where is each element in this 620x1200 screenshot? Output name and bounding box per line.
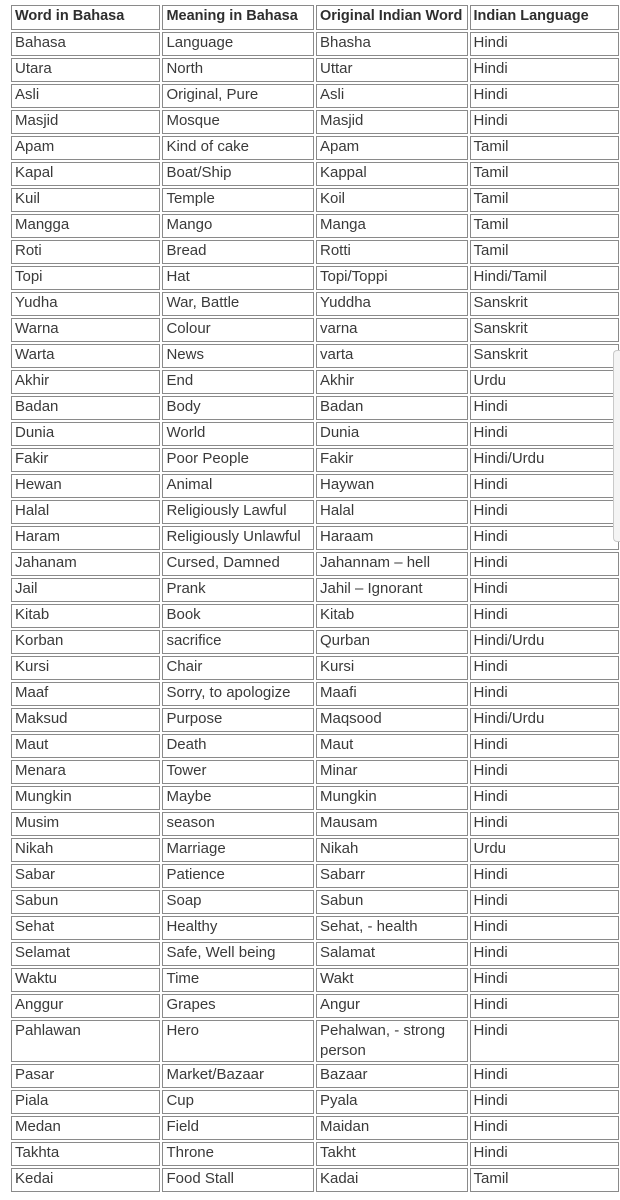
- table-row: [11, 890, 619, 914]
- original-indian-word-cell: Sehat, - health: [316, 916, 468, 940]
- word-in-bahasa-cell: Asli: [11, 84, 160, 108]
- word-in-bahasa-cell: Anggur: [11, 994, 160, 1018]
- original-indian-word-cell: Manga: [316, 214, 468, 238]
- word-in-bahasa-cell: Fakir: [11, 448, 160, 472]
- table-row: [11, 214, 619, 238]
- word-in-bahasa-cell: Badan: [11, 396, 160, 420]
- indian-language-cell: Sanskrit: [470, 344, 620, 368]
- table-row: [11, 578, 619, 602]
- word-in-bahasa-cell: Kedai: [11, 1168, 160, 1192]
- original-indian-word-cell: Kitab: [316, 604, 468, 628]
- meaning-in-bahasa-cell: End: [162, 370, 314, 394]
- original-indian-word-cell: Qurban: [316, 630, 468, 654]
- meaning-in-bahasa-cell: Kind of cake: [162, 136, 314, 160]
- table-row: [11, 396, 619, 420]
- meaning-in-bahasa-cell: Death: [162, 734, 314, 758]
- meaning-in-bahasa-cell: Colour: [162, 318, 314, 342]
- meaning-in-bahasa-cell: Maybe: [162, 786, 314, 810]
- table-row: [11, 162, 619, 186]
- scroll-edge-handle[interactable]: [613, 350, 620, 542]
- word-in-bahasa-cell: Mangga: [11, 214, 160, 238]
- original-indian-word-cell: Yuddha: [316, 292, 468, 316]
- word-in-bahasa-cell: Hewan: [11, 474, 160, 498]
- meaning-in-bahasa-cell: Hat: [162, 266, 314, 290]
- word-table-container: [9, 3, 620, 1194]
- original-indian-word-cell: Minar: [316, 760, 468, 784]
- table-row: [11, 110, 619, 134]
- indian-language-cell: Tamil: [470, 214, 620, 238]
- indian-language-cell: Hindi: [470, 1020, 620, 1062]
- table-row: [11, 968, 619, 992]
- word-in-bahasa-cell: Musim: [11, 812, 160, 836]
- meaning-in-bahasa-cell: Soap: [162, 890, 314, 914]
- original-indian-word-cell: Takht: [316, 1142, 468, 1166]
- word-in-bahasa-cell: Warna: [11, 318, 160, 342]
- word-in-bahasa-cell: Pahlawan: [11, 1020, 160, 1062]
- indian-language-cell: Hindi: [470, 578, 620, 602]
- table-row: [11, 916, 619, 940]
- original-indian-word-cell: Rotti: [316, 240, 468, 264]
- word-in-bahasa-cell: Kitab: [11, 604, 160, 628]
- table-row: [11, 1090, 619, 1114]
- word-in-bahasa-cell: Menara: [11, 760, 160, 784]
- indian-language-cell: Hindi: [470, 474, 620, 498]
- indian-language-cell: Hindi: [470, 32, 620, 56]
- original-indian-word-cell: Pyala: [316, 1090, 468, 1114]
- meaning-in-bahasa-cell: Original, Pure: [162, 84, 314, 108]
- table-row: [11, 318, 619, 342]
- meaning-in-bahasa-cell: Bread: [162, 240, 314, 264]
- indian-language-cell: Tamil: [470, 136, 620, 160]
- word-in-bahasa-cell: Roti: [11, 240, 160, 264]
- word-in-bahasa-cell: Piala: [11, 1090, 160, 1114]
- meaning-in-bahasa-cell: Grapes: [162, 994, 314, 1018]
- original-indian-word-cell: Sabun: [316, 890, 468, 914]
- table-row: [11, 734, 619, 758]
- meaning-in-bahasa-cell: Tower: [162, 760, 314, 784]
- word-in-bahasa-cell: Apam: [11, 136, 160, 160]
- meaning-in-bahasa-cell: Boat/Ship: [162, 162, 314, 186]
- original-indian-word-cell: Maqsood: [316, 708, 468, 732]
- indian-language-cell: Tamil: [470, 1168, 620, 1192]
- word-in-bahasa-cell: Bahasa: [11, 32, 160, 56]
- original-indian-word-cell: Nikah: [316, 838, 468, 862]
- word-in-bahasa-cell: Korban: [11, 630, 160, 654]
- table-row: [11, 1020, 619, 1062]
- table-row: [11, 370, 619, 394]
- word-in-bahasa-cell: Halal: [11, 500, 160, 524]
- word-in-bahasa-cell: Jahanam: [11, 552, 160, 576]
- table-row: [11, 630, 619, 654]
- original-indian-word-cell: varna: [316, 318, 468, 342]
- indian-language-cell: Hindi: [470, 864, 620, 888]
- table-row: [11, 266, 619, 290]
- original-indian-word-cell: Asli: [316, 84, 468, 108]
- word-in-bahasa-cell: Sabar: [11, 864, 160, 888]
- indian-language-cell: Hindi: [470, 422, 620, 446]
- table-row: [11, 656, 619, 680]
- table-row: [11, 708, 619, 732]
- indian-language-cell: Urdu: [470, 838, 620, 862]
- meaning-in-bahasa-cell: Body: [162, 396, 314, 420]
- table-row: [11, 552, 619, 576]
- indian-language-cell: Hindi: [470, 58, 620, 82]
- indian-language-cell: Hindi: [470, 734, 620, 758]
- original-indian-word-cell: varta: [316, 344, 468, 368]
- meaning-in-bahasa-cell: Hero: [162, 1020, 314, 1062]
- word-in-bahasa-cell: Yudha: [11, 292, 160, 316]
- meaning-in-bahasa-cell: Marriage: [162, 838, 314, 862]
- table-row: [11, 58, 619, 82]
- original-indian-word-cell: Bazaar: [316, 1064, 468, 1088]
- table-row: [11, 500, 619, 524]
- meaning-in-bahasa-cell: Religiously Lawful: [162, 500, 314, 524]
- indian-language-cell: Hindi: [470, 1142, 620, 1166]
- meaning-in-bahasa-cell: Book: [162, 604, 314, 628]
- indian-language-cell: Tamil: [470, 240, 620, 264]
- indian-language-cell: Hindi/Urdu: [470, 448, 620, 472]
- original-indian-word-cell: Akhir: [316, 370, 468, 394]
- meaning-in-bahasa-cell: Temple: [162, 188, 314, 212]
- meaning-in-bahasa-cell: Healthy: [162, 916, 314, 940]
- table-row: [11, 526, 619, 550]
- meaning-in-bahasa-cell: Market/Bazaar: [162, 1064, 314, 1088]
- original-indian-word-cell: Halal: [316, 500, 468, 524]
- indian-language-cell: Hindi/Tamil: [470, 266, 620, 290]
- word-in-bahasa-cell: Selamat: [11, 942, 160, 966]
- original-indian-word-cell: Haywan: [316, 474, 468, 498]
- meaning-in-bahasa-cell: Religiously Unlawful: [162, 526, 314, 550]
- meaning-in-bahasa-cell: Poor People: [162, 448, 314, 472]
- original-indian-word-cell: Angur: [316, 994, 468, 1018]
- table-row: [11, 1168, 619, 1192]
- original-indian-word-cell: Jahil – Ignorant: [316, 578, 468, 602]
- original-indian-word-cell: Kadai: [316, 1168, 468, 1192]
- original-indian-word-cell: Salamat: [316, 942, 468, 966]
- table-header-row: [11, 5, 619, 30]
- original-indian-word-cell: Apam: [316, 136, 468, 160]
- meaning-in-bahasa-cell: Animal: [162, 474, 314, 498]
- original-indian-word-cell: Kursi: [316, 656, 468, 680]
- bahasa-indian-words-table: [9, 3, 620, 1194]
- indian-language-cell: Hindi: [470, 682, 620, 706]
- word-in-bahasa-cell: Maksud: [11, 708, 160, 732]
- indian-language-cell: Hindi: [470, 604, 620, 628]
- meaning-in-bahasa-cell: Safe, Well being: [162, 942, 314, 966]
- table-row: [11, 1142, 619, 1166]
- meaning-in-bahasa-cell: Throne: [162, 1142, 314, 1166]
- indian-language-cell: Hindi: [470, 500, 620, 524]
- word-in-bahasa-cell: Maut: [11, 734, 160, 758]
- meaning-in-bahasa-cell: Purpose: [162, 708, 314, 732]
- table-row: [11, 136, 619, 160]
- meaning-in-bahasa-cell: Chair: [162, 656, 314, 680]
- word-in-bahasa-cell: Medan: [11, 1116, 160, 1140]
- word-in-bahasa-cell: Mungkin: [11, 786, 160, 810]
- meaning-in-bahasa-cell: Patience: [162, 864, 314, 888]
- word-in-bahasa-cell: Masjid: [11, 110, 160, 134]
- original-indian-word-cell: Kappal: [316, 162, 468, 186]
- table-row: [11, 942, 619, 966]
- word-in-bahasa-cell: Maaf: [11, 682, 160, 706]
- original-indian-word-cell: Maidan: [316, 1116, 468, 1140]
- indian-language-cell: Hindi: [470, 994, 620, 1018]
- meaning-in-bahasa-cell: Mosque: [162, 110, 314, 134]
- indian-language-cell: Hindi: [470, 552, 620, 576]
- indian-language-cell: Hindi: [470, 396, 620, 420]
- original-indian-word-cell: Maut: [316, 734, 468, 758]
- word-in-bahasa-cell: Akhir: [11, 370, 160, 394]
- table-row: [11, 448, 619, 472]
- meaning-in-bahasa-cell: Field: [162, 1116, 314, 1140]
- word-in-bahasa-cell: Topi: [11, 266, 160, 290]
- original-indian-word-cell: Masjid: [316, 110, 468, 134]
- table-row: [11, 474, 619, 498]
- original-indian-word-cell: Haraam: [316, 526, 468, 550]
- indian-language-cell: Hindi: [470, 84, 620, 108]
- table-row: [11, 292, 619, 316]
- original-indian-word-cell: Mausam: [316, 812, 468, 836]
- word-in-bahasa-cell: Takhta: [11, 1142, 160, 1166]
- indian-language-cell: Hindi: [470, 656, 620, 680]
- indian-language-cell: Hindi: [470, 1064, 620, 1088]
- indian-language-cell: Hindi: [470, 760, 620, 784]
- table-row: [11, 240, 619, 264]
- word-in-bahasa-cell: Waktu: [11, 968, 160, 992]
- table-row: [11, 760, 619, 784]
- table-body: [11, 32, 619, 1192]
- indian-language-cell: Sanskrit: [470, 292, 620, 316]
- meaning-in-bahasa-cell: Cup: [162, 1090, 314, 1114]
- original-indian-word-cell: Uttar: [316, 58, 468, 82]
- original-indian-word-cell: Dunia: [316, 422, 468, 446]
- original-indian-word-cell: Sabarr: [316, 864, 468, 888]
- meaning-in-bahasa-cell: Time: [162, 968, 314, 992]
- header-original-indian-word: Original Indian Word: [316, 5, 468, 30]
- table-row: [11, 864, 619, 888]
- word-in-bahasa-cell: Sehat: [11, 916, 160, 940]
- table-row: [11, 786, 619, 810]
- original-indian-word-cell: Maafi: [316, 682, 468, 706]
- indian-language-cell: Hindi: [470, 812, 620, 836]
- meaning-in-bahasa-cell: Mango: [162, 214, 314, 238]
- indian-language-cell: Hindi: [470, 786, 620, 810]
- meaning-in-bahasa-cell: News: [162, 344, 314, 368]
- table-row: [11, 604, 619, 628]
- table-row: [11, 344, 619, 368]
- meaning-in-bahasa-cell: War, Battle: [162, 292, 314, 316]
- header-meaning-in-bahasa: Meaning in Bahasa: [162, 5, 314, 30]
- meaning-in-bahasa-cell: Language: [162, 32, 314, 56]
- indian-language-cell: Hindi: [470, 890, 620, 914]
- table-row: [11, 32, 619, 56]
- original-indian-word-cell: Koil: [316, 188, 468, 212]
- table-row: [11, 682, 619, 706]
- table-row: [11, 188, 619, 212]
- indian-language-cell: Tamil: [470, 162, 620, 186]
- meaning-in-bahasa-cell: Cursed, Damned: [162, 552, 314, 576]
- indian-language-cell: Hindi: [470, 942, 620, 966]
- word-in-bahasa-cell: Kapal: [11, 162, 160, 186]
- indian-language-cell: Tamil: [470, 188, 620, 212]
- word-in-bahasa-cell: Sabun: [11, 890, 160, 914]
- word-in-bahasa-cell: Jail: [11, 578, 160, 602]
- original-indian-word-cell: Pehalwan, - strong person: [316, 1020, 468, 1062]
- meaning-in-bahasa-cell: World: [162, 422, 314, 446]
- original-indian-word-cell: Bhasha: [316, 32, 468, 56]
- indian-language-cell: Hindi: [470, 1090, 620, 1114]
- table-row: [11, 838, 619, 862]
- word-in-bahasa-cell: Haram: [11, 526, 160, 550]
- word-in-bahasa-cell: Kuil: [11, 188, 160, 212]
- original-indian-word-cell: Badan: [316, 396, 468, 420]
- table-row: [11, 84, 619, 108]
- meaning-in-bahasa-cell: Prank: [162, 578, 314, 602]
- indian-language-cell: Hindi: [470, 916, 620, 940]
- indian-language-cell: Hindi/Urdu: [470, 630, 620, 654]
- indian-language-cell: Hindi/Urdu: [470, 708, 620, 732]
- word-in-bahasa-cell: Pasar: [11, 1064, 160, 1088]
- meaning-in-bahasa-cell: North: [162, 58, 314, 82]
- indian-language-cell: Hindi: [470, 526, 620, 550]
- table-row: [11, 1064, 619, 1088]
- indian-language-cell: Hindi: [470, 1116, 620, 1140]
- word-in-bahasa-cell: Dunia: [11, 422, 160, 446]
- table-row: [11, 994, 619, 1018]
- word-in-bahasa-cell: Utara: [11, 58, 160, 82]
- meaning-in-bahasa-cell: Food Stall: [162, 1168, 314, 1192]
- original-indian-word-cell: Jahannam – hell: [316, 552, 468, 576]
- header-indian-language: Indian Language: [470, 5, 620, 30]
- word-in-bahasa-cell: Nikah: [11, 838, 160, 862]
- meaning-in-bahasa-cell: sacrifice: [162, 630, 314, 654]
- indian-language-cell: Hindi: [470, 110, 620, 134]
- word-in-bahasa-cell: Warta: [11, 344, 160, 368]
- original-indian-word-cell: Fakir: [316, 448, 468, 472]
- indian-language-cell: Sanskrit: [470, 318, 620, 342]
- original-indian-word-cell: Mungkin: [316, 786, 468, 810]
- indian-language-cell: Urdu: [470, 370, 620, 394]
- meaning-in-bahasa-cell: season: [162, 812, 314, 836]
- original-indian-word-cell: Topi/Toppi: [316, 266, 468, 290]
- word-in-bahasa-cell: Kursi: [11, 656, 160, 680]
- table-row: [11, 1116, 619, 1140]
- table-row: [11, 812, 619, 836]
- header-word-in-bahasa: Word in Bahasa: [11, 5, 160, 30]
- meaning-in-bahasa-cell: Sorry, to apologize: [162, 682, 314, 706]
- table-row: [11, 422, 619, 446]
- indian-language-cell: Hindi: [470, 968, 620, 992]
- original-indian-word-cell: Wakt: [316, 968, 468, 992]
